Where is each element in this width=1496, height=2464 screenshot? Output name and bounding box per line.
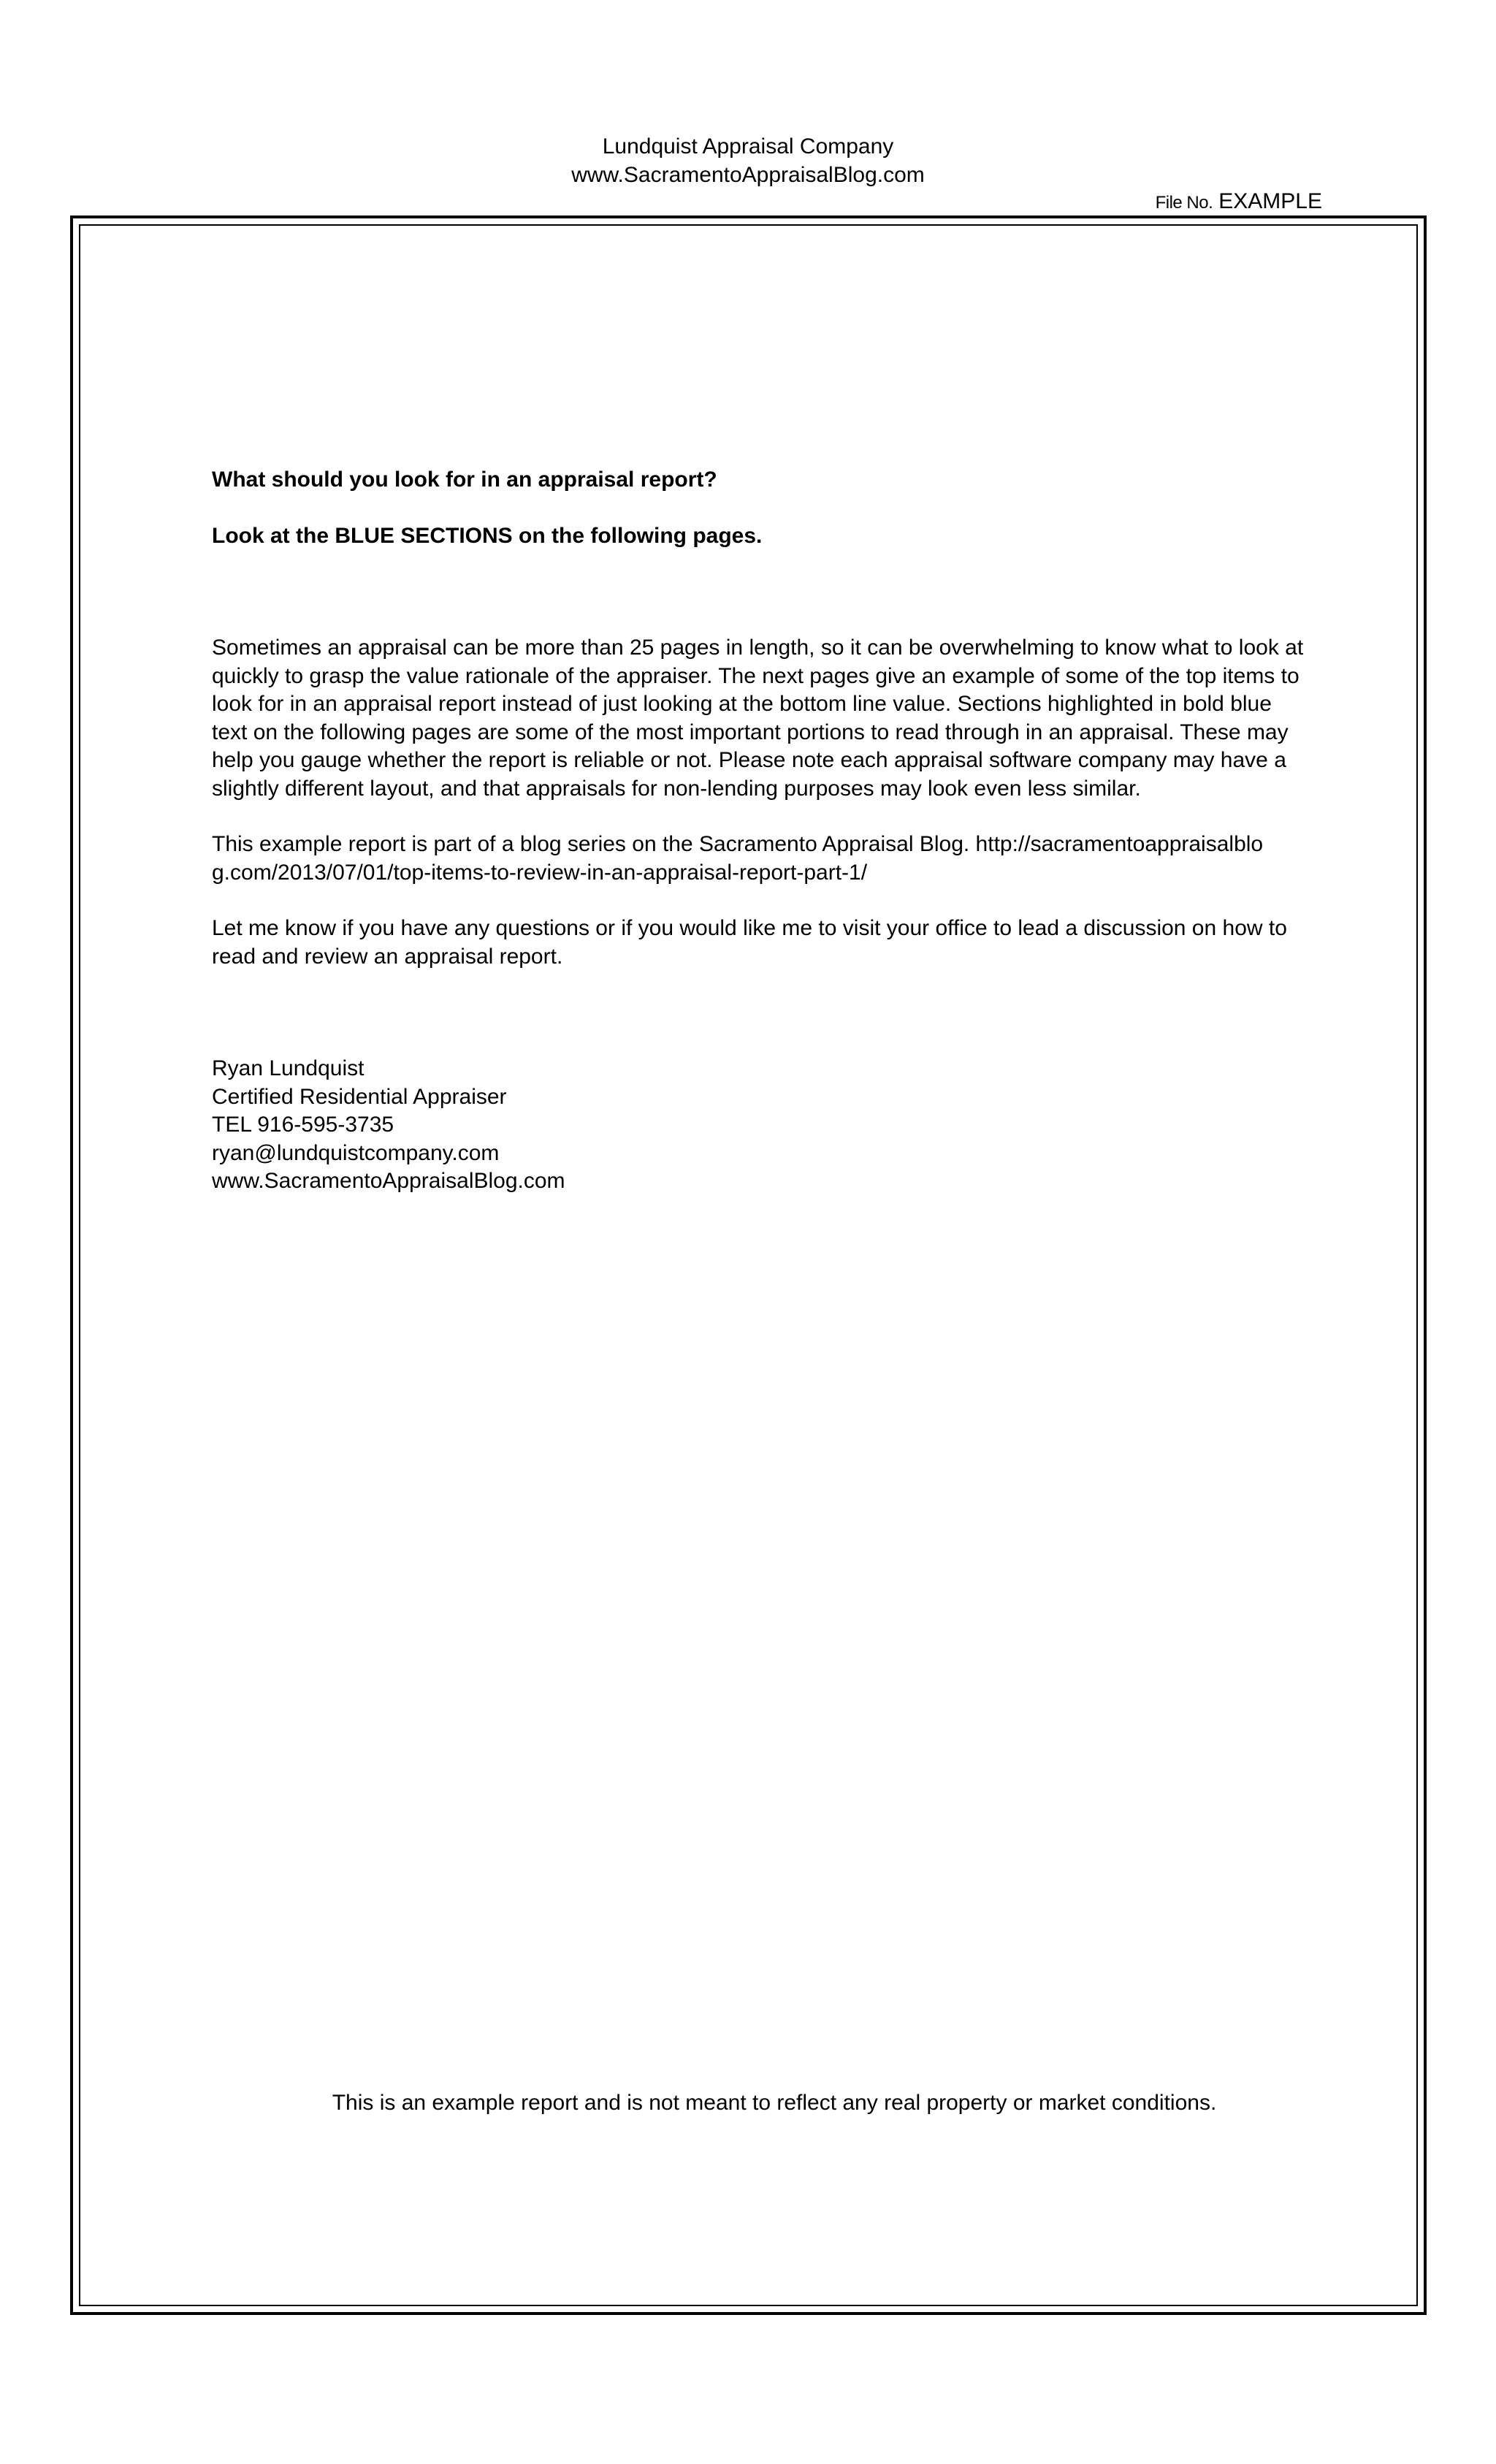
file-number-label: File No. [1155, 193, 1213, 213]
file-number [1154, 189, 1322, 214]
signature-block [212, 1055, 1340, 1196]
letter-body [212, 466, 1340, 1196]
instruction-heading: Look at the BLUE SECTIONS on the following pages. [212, 523, 763, 548]
intro-line: quickly to grasp the value rationale of the appraiser. The next pages give an example of some of the top items to [212, 663, 1300, 688]
company-name: Lundquist Appraisal Company [602, 134, 894, 159]
intro-line: help you gauge whether the report is reliable or not. Please note each appraisal software company may have a [212, 748, 1286, 772]
signature-website: www.SacramentoAppraisalBlog.com [212, 1169, 565, 1193]
file-number-value: EXAMPLE [1218, 189, 1322, 213]
intro-paragraph [212, 634, 1340, 803]
signature-email: ryan@lundquistcompany.com [212, 1140, 500, 1165]
question-heading: What should you look for in an appraisal report? [212, 468, 717, 492]
intro-line: slightly different layout, and that appraisals for non-lending purposes may look even less similar. [212, 776, 1141, 801]
blog-link-line: g.com/2013/07/01/top-items-to-review-in-an-appraisal-report-part-1/ [212, 860, 868, 885]
blog-paragraph [212, 831, 1340, 887]
blog-line: This example report is part of a blog series on the Sacramento Appraisal Blog. http://sacramentoappraisalblo [212, 832, 1264, 856]
signature-name: Ryan Lundquist [212, 1056, 365, 1080]
signature-title: Certified Residential Appraiser [212, 1084, 507, 1109]
disclaimer: This is an example report and is not meant to reflect any real property or market conditions. [332, 2091, 1217, 2115]
intro-line: Sometimes an appraisal can be more than 25 pages in length, so it can be overwhelming to know what to look at [212, 636, 1304, 660]
contact-paragraph [212, 915, 1340, 971]
contact-line: read and review an appraisal report. [212, 944, 563, 969]
intro-line: look for in an appraisal report instead of just looking at the bottom line value. Sections highlighted in bold blue [212, 692, 1272, 716]
signature-phone: TEL 916-595-3735 [212, 1113, 394, 1137]
contact-line: Let me know if you have any questions or if you would like me to visit your office to lead a discussion on how to [212, 916, 1287, 940]
company-website: www.SacramentoAppraisalBlog.com [571, 163, 925, 187]
intro-line: text on the following pages are some of the most important portions to read through in an appraisal. These may [212, 720, 1289, 744]
